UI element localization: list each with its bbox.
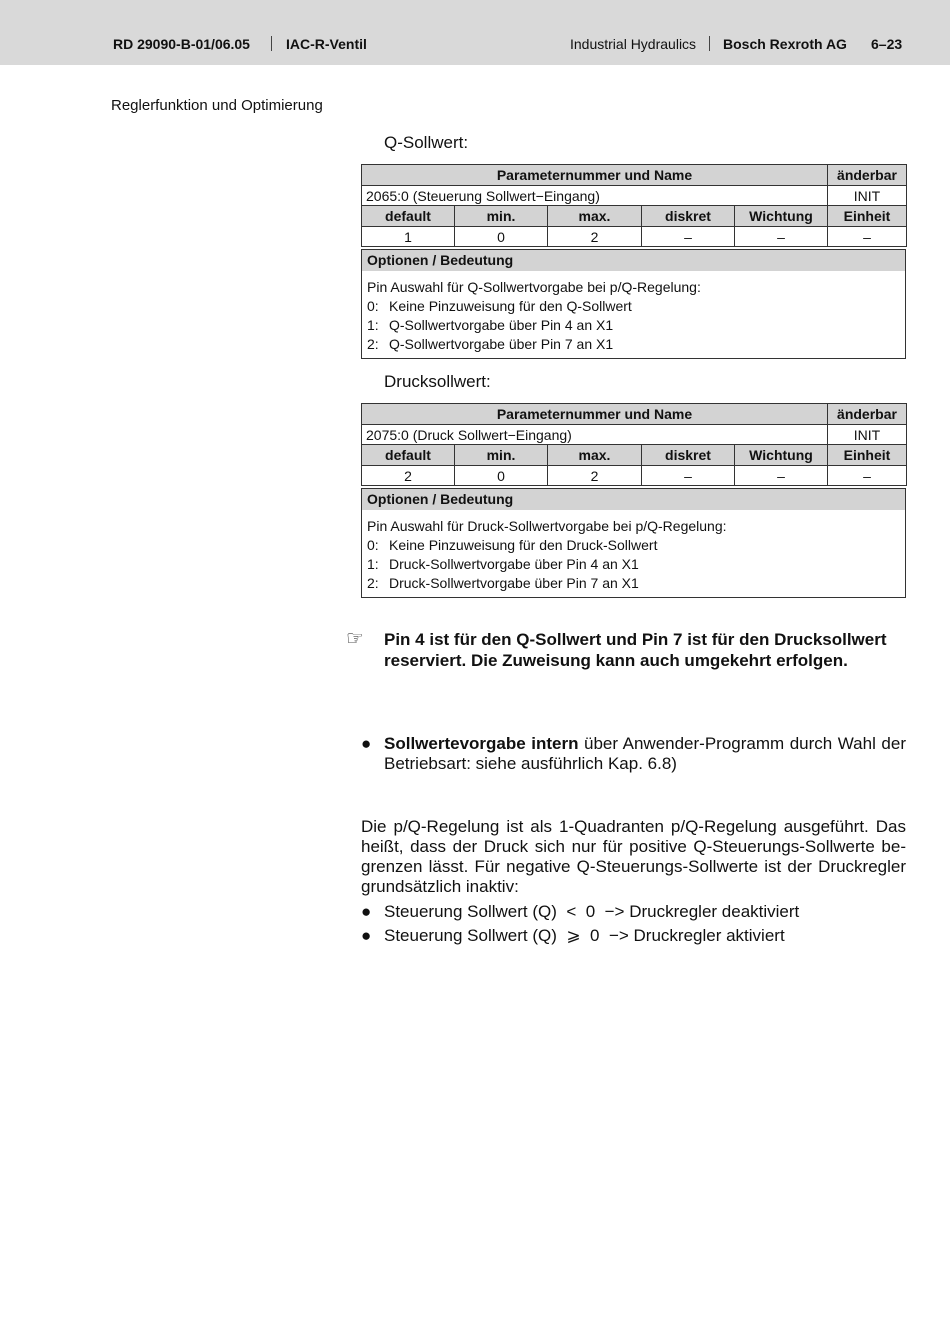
option-item: [367, 574, 900, 593]
doc-id: RD 29090-B-01/06.05: [113, 36, 250, 52]
bullet-bold-text: Sollwertevorgabe intern: [384, 734, 579, 753]
val-default: 2: [362, 466, 455, 486]
option-num: 1:: [367, 556, 379, 572]
option-num: 2:: [367, 336, 379, 352]
val-max: 2: [548, 466, 642, 486]
option-item: [367, 555, 900, 574]
val-weighting: –: [735, 227, 828, 247]
condition-text: Steuerung Sollwert (Q) ⩾ 0 −> Druckregler aktiviert: [384, 926, 785, 945]
changeable-value: INIT: [828, 186, 907, 206]
bullet-item: [361, 902, 906, 922]
option-text: Keine Pinzuweisung für den Q-Sollwert: [389, 298, 632, 314]
option-text: Druck-Sollwertvorgabe über Pin 4 an X1: [389, 556, 639, 572]
col-min: min.: [455, 206, 548, 227]
pressure-setpoint-param-table: [361, 403, 907, 486]
bullet-icon: ●: [361, 926, 372, 945]
val-unit: –: [828, 466, 907, 486]
option-item: [367, 335, 900, 354]
bullet-icon: ●: [361, 902, 372, 921]
bullet-item: [361, 926, 906, 946]
q-setpoint-options: [361, 249, 906, 359]
bullet-icon: ●: [361, 734, 372, 753]
val-min: 0: [455, 466, 548, 486]
val-discrete: –: [642, 227, 735, 247]
param-header: Parameternummer und Name: [362, 404, 828, 425]
col-weighting: Wichtung: [735, 206, 828, 227]
col-unit: Einheit: [828, 206, 907, 227]
q-setpoint-heading: Q-Sollwert:: [384, 133, 469, 152]
header-separator: [709, 36, 710, 51]
option-num: 0:: [367, 537, 379, 553]
option-text: Q-Sollwertvorgabe über Pin 7 an X1: [389, 336, 614, 352]
option-num: 0:: [367, 298, 379, 314]
option-text: Druck-Sollwertvorgabe über Pin 7 an X1: [389, 575, 639, 591]
product-name: IAC-R-Ventil: [286, 36, 367, 52]
page-header: [0, 0, 950, 65]
pointing-hand-icon: ☞: [346, 628, 364, 650]
q-setpoint-param-table: [361, 164, 907, 247]
val-discrete: –: [642, 466, 735, 486]
col-discrete: diskret: [642, 206, 735, 227]
body-paragraph: Die p/Q-Regelung ist als 1-Quadranten p/Q-Regelung ausgeführt. Das heißt, dass der Druck sich nur für positive Q-Steuerungs-Sollwerte begrenzen lässt. Für negative Q-Steuerungs-Sollwerte ist der Druckregler grundsätzlich inaktiv:: [361, 817, 906, 896]
option-num: 1:: [367, 317, 379, 333]
col-default: default: [362, 445, 455, 466]
col-discrete: diskret: [642, 445, 735, 466]
val-unit: –: [828, 227, 907, 247]
header-separator: [271, 36, 272, 51]
option-text: Q-Sollwertvorgabe über Pin 4 an X1: [389, 317, 614, 333]
changeable-value: INIT: [828, 425, 907, 445]
pressure-setpoint-heading: Drucksollwert:: [384, 372, 491, 391]
options-intro: Pin Auswahl für Q-Sollwertvorgabe bei p/Q-Regelung:: [367, 279, 701, 295]
page-number: 6–23: [871, 36, 903, 52]
option-num: 2:: [367, 575, 379, 591]
col-min: min.: [455, 445, 548, 466]
changeable-header: änderbar: [828, 404, 907, 425]
bullet-text: über Anwender-Programm durch Wahl der Betriebsart: siehe ausführlich Kap. 6.8): [384, 734, 906, 773]
param-name: 2075:0 (Druck Sollwert−Eingang): [362, 425, 828, 445]
note-text: Pin 4 ist für den Q-Sollwert und Pin 7 ist für den Drucksollwert reserviert. Die Zuweisung kann auch umgekehrt erfolgen.: [384, 630, 887, 670]
option-item: [367, 297, 900, 316]
section-title: Reglerfunktion und Optimierung: [111, 97, 323, 114]
condition-text: Steuerung Sollwert (Q) < 0 −> Druckregler deaktiviert: [384, 902, 800, 921]
param-name: 2065:0 (Steuerung Sollwert−Eingang): [362, 186, 828, 206]
col-max: max.: [548, 206, 642, 227]
company-name: Bosch Rexroth AG: [723, 36, 847, 52]
col-weighting: Wichtung: [735, 445, 828, 466]
param-header: Parameternummer und Name: [362, 165, 828, 186]
changeable-header: änderbar: [828, 165, 907, 186]
options-header: Optionen / Bedeutung: [362, 250, 905, 271]
bullet-item: [361, 734, 906, 774]
option-item: [367, 536, 900, 555]
options-header: Optionen / Bedeutung: [362, 489, 905, 510]
val-default: 1: [362, 227, 455, 247]
col-max: max.: [548, 445, 642, 466]
category-name: Industrial Hydraulics: [570, 36, 697, 52]
col-default: default: [362, 206, 455, 227]
options-intro: Pin Auswahl für Druck-Sollwertvorgabe bei p/Q-Regelung:: [367, 518, 727, 534]
val-weighting: –: [735, 466, 828, 486]
option-item: [367, 316, 900, 335]
val-max: 2: [548, 227, 642, 247]
col-unit: Einheit: [828, 445, 907, 466]
val-min: 0: [455, 227, 548, 247]
pressure-setpoint-options: [361, 488, 906, 598]
option-text: Keine Pinzuweisung für den Druck-Sollwert: [389, 537, 658, 553]
